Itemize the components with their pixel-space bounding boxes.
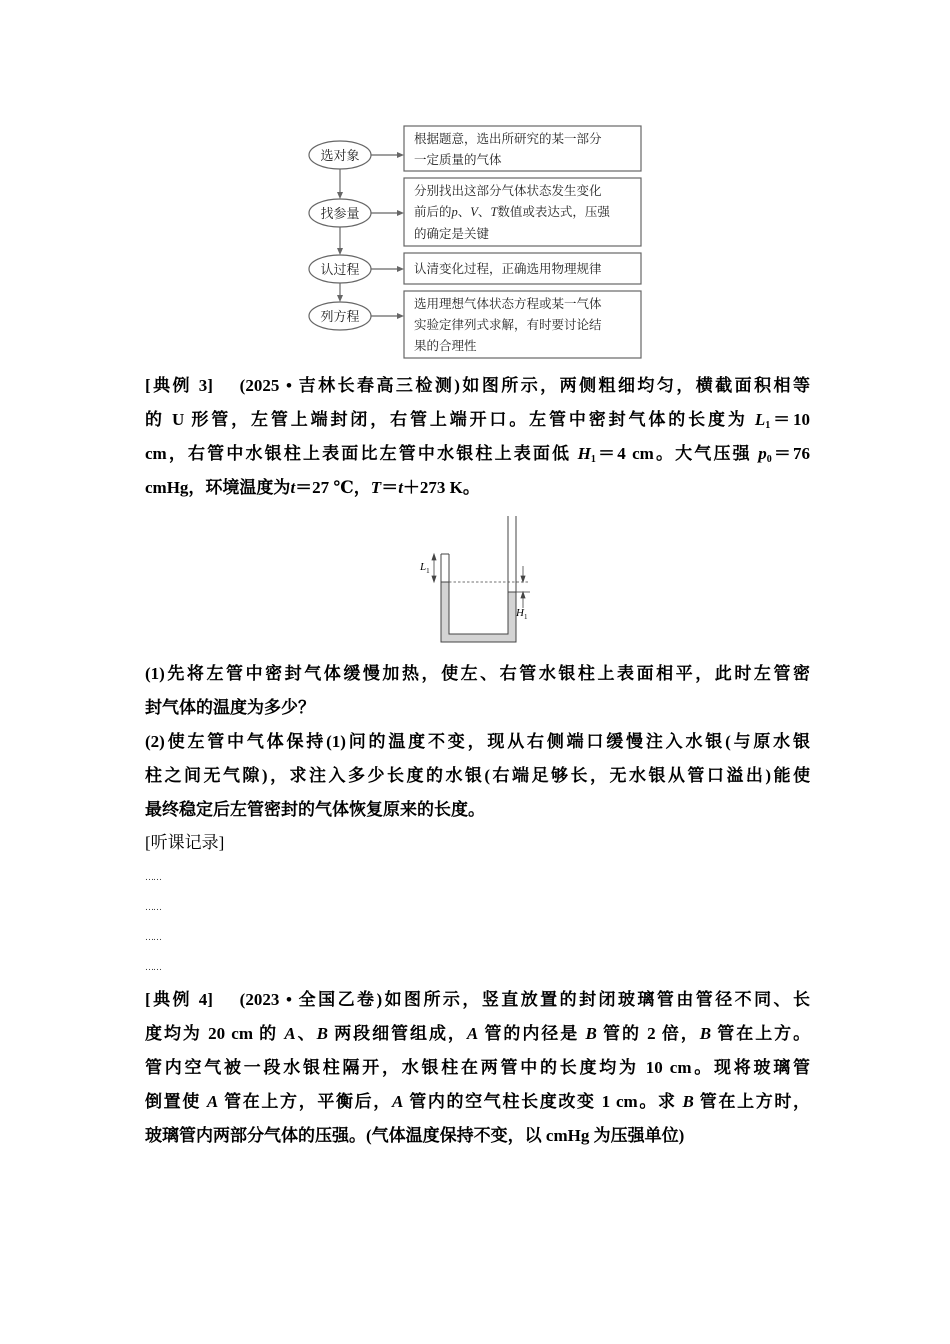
question-2-line-1: (2)使左管中气体保持(1)问的温度不变，现从右侧端口缓慢注入水银(与原水银	[145, 732, 810, 751]
desc-text-1	[414, 128, 602, 170]
desc-2-line-1: 分别找出这部分气体状态发生变化	[414, 183, 602, 198]
note-line-4[interactable]: ……	[145, 962, 161, 972]
listening-notes-label: [听课记录]	[145, 833, 225, 852]
desc-1-line-1: 根据题意，选出所研究的某一部分	[414, 131, 602, 146]
example-3-line-3: cm，右管中水银柱上表面比左管中水银柱上表面低 $H_1=4$ cm。大气压强 $p_0=76$	[145, 444, 811, 465]
note-line-2[interactable]: ……	[145, 902, 161, 912]
node-select-object: 选对象	[320, 149, 360, 164]
example-3-problem	[145, 369, 810, 505]
desc-1-line-2: 一定质量的气体	[414, 152, 502, 167]
desc-4-line-3: 果的合理性	[414, 338, 477, 353]
desc-text-4	[414, 293, 602, 356]
example-3-questions	[145, 657, 810, 827]
node-set-equation: 列方程	[320, 310, 360, 325]
example-4-line-1: [典例 4] (2023 • 全国乙卷)如图所示，竖直放置的封闭玻璃管由管径不同、长	[145, 990, 811, 1009]
example-4-source: (2023 • 全国乙卷)	[239, 990, 383, 1009]
example-4-line-5: 玻璃管内两部分气体的压强。(气体温度保持不变，以 cmHg 为压强单位)	[145, 1126, 685, 1145]
question-1-line-1: (1)先将左管中密封气体缓慢加热，使左、右管水银柱上表面相平，此时左管密	[145, 664, 810, 683]
desc-2-line-2: 前后的p、V、T数值或表达式，压强	[414, 204, 610, 219]
desc-2-line-3: 的确定是关键	[414, 226, 490, 241]
example-4-line-4: 倒置使 A 管在上方，平衡后，A 管内的空气柱长度改变 1 cm。求 B 管在上方时，	[145, 1092, 811, 1111]
node-find-params: 找参量	[320, 207, 360, 222]
example-3-line-4: cmHg，环境温度为t＝27 ℃，T＝t＋273 K。	[145, 478, 480, 497]
u-tube-graphic	[412, 514, 547, 649]
question-1-line-2: 封气体的温度为多少？	[145, 698, 315, 717]
example-4-line-2: 度均为 20 cm 的 A、B 两段细管组成，A 管的内径是 B 管的 2 倍，B 管在上方。	[145, 1024, 811, 1043]
node-identify-process: 认过程	[320, 263, 360, 278]
example-3-tag: [典例 3]	[145, 376, 213, 395]
example-4-problem	[145, 983, 810, 1153]
u-tube-figure	[412, 514, 547, 649]
example-3-line-2: 的 U 形管，左管上端封闭，右管上端开口。左管中密封气体的长度为 $L_1=10$	[145, 410, 811, 431]
desc-4-line-2: 实验定律列式求解，有时要讨论结	[414, 317, 602, 332]
desc-text-3	[414, 258, 602, 279]
example-3-source: (2025 • 吉林长春高三检测)	[239, 376, 460, 395]
question-2-line-2: 柱之间无气隙)，求注入多少长度的水银(右端足够长，无水银从管口溢出)能使	[145, 766, 810, 785]
desc-text-2	[414, 180, 610, 244]
example-3-line-1: [典例 3] (2025 • 吉林长春高三检测)如图所示，两侧粗细均匀，横截面积相等	[145, 376, 811, 395]
label-L1: $L_1$	[420, 561, 430, 575]
note-line-3[interactable]: ……	[145, 932, 161, 942]
desc-4-line-1: 选用理想气体状态方程或某一气体	[414, 296, 602, 311]
desc-3-line-1: 认清变化过程，正确选用物理规律	[414, 261, 602, 276]
example-4-line-3: 管内空气被一段水银柱隔开，水银柱在两管中的长度均为 10 cm。现将玻璃管	[145, 1058, 810, 1077]
label-H1: $H_1$	[516, 607, 528, 621]
question-2-line-3: 最终稳定后左管密封的气体恢复原来的长度。	[145, 800, 485, 819]
example-4-tag: [典例 4]	[145, 990, 213, 1009]
method-flowchart	[300, 120, 650, 362]
note-line-1[interactable]: ……	[145, 872, 161, 882]
